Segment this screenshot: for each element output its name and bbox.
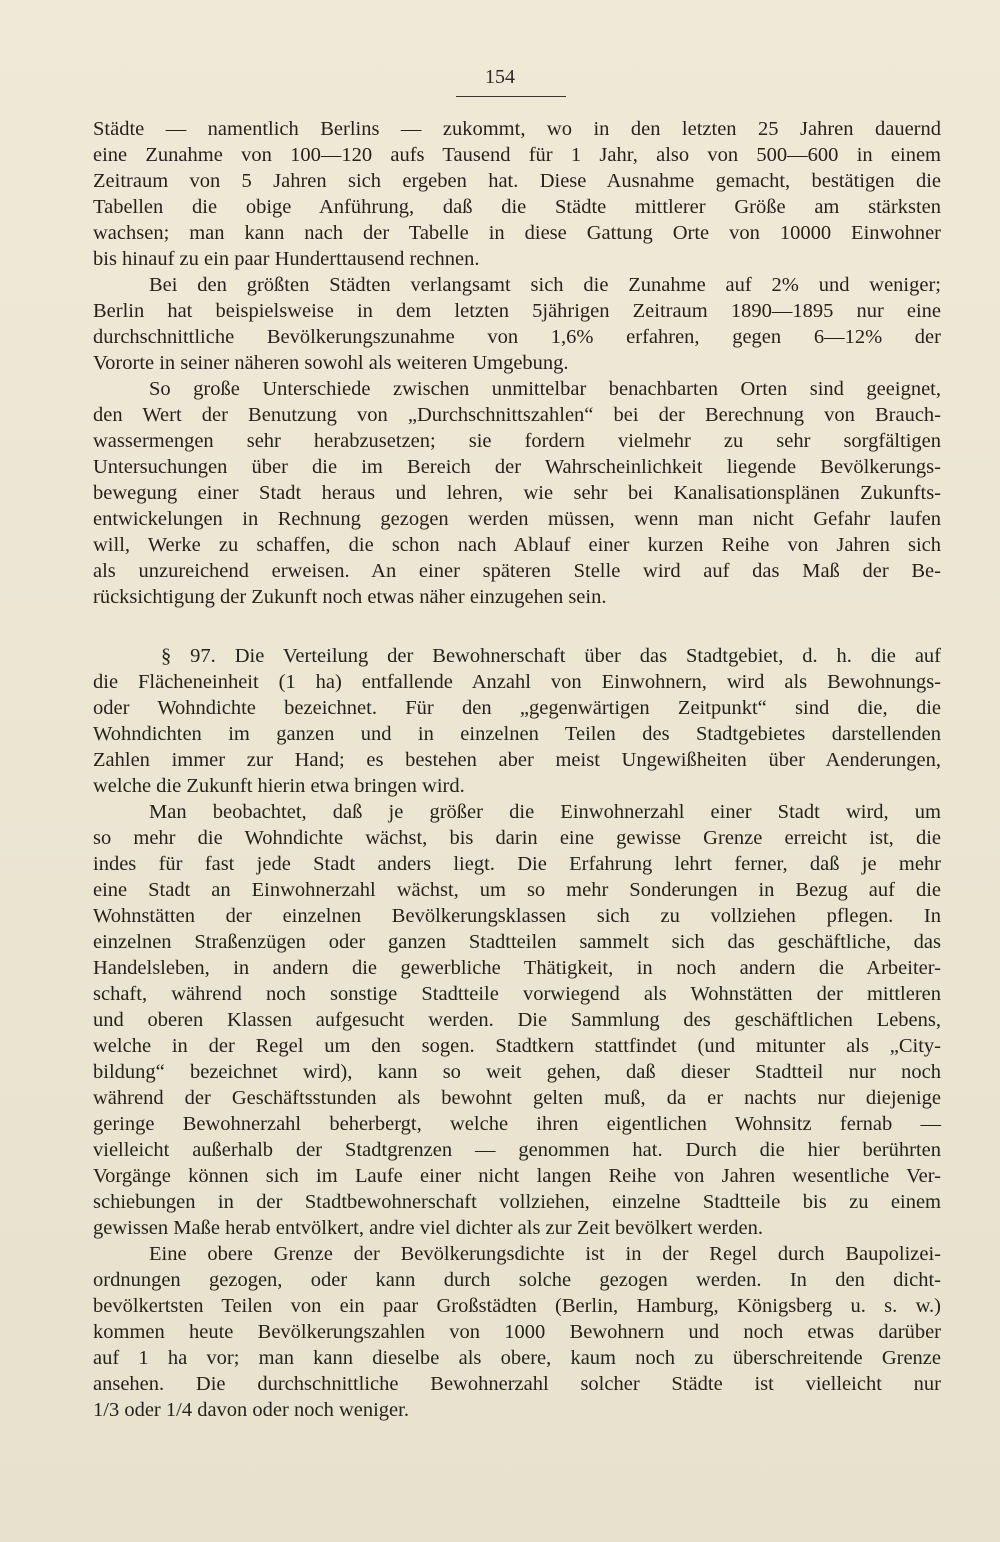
text-line: die Flächeneinheit (1 ha) entfallende Anzahl von Einwohnern, wird als Bewohnungs- [93, 671, 941, 693]
text-line: kommen heute Bevölkerungszahlen von 1000 Bewohnern und noch etwas darüber [93, 1321, 941, 1343]
text-line: während der Geschäftsstunden als bewohnt gelten muß, da er nachts nur diejenige [93, 1087, 941, 1109]
text-line: Bei den größten Städten verlangsamt sich die Zunahme auf 2% und weniger; [149, 274, 941, 296]
text-line: wachsen; man kann nach der Tabelle in diese Gattung Orte von 10000 Einwohner [93, 222, 941, 244]
text-line: ansehen. Die durchschnittliche Bewohnerzahl solcher Städte ist vielleicht nur [93, 1373, 941, 1395]
text-line: Vorgänge können sich im Laufe einer nicht langen Reihe von Jahren wesentliche Ver- [93, 1165, 941, 1187]
text-line: als unzureichend erweisen. An einer späteren Stelle wird auf das Maß der Be- [93, 560, 941, 582]
text-line: bis hinauf zu ein paar Hunderttausend rechnen. [93, 248, 480, 270]
text-block-2 [93, 643, 941, 1423]
page-number: 154 [485, 66, 515, 88]
text-line: bildung“ bezeichnet wird), kann so weit gehen, daß dieser Stadtteil nur noch [93, 1061, 941, 1083]
text-line: oder Wohndichte bezeichnet. Für den „gegenwärtigen Zeitpunkt“ sind die, die [93, 697, 941, 719]
text-line: bevölkertsten Teilen von ein paar Großstädten (Berlin, Hamburg, Königsberg u. s. w.) [93, 1295, 941, 1317]
text-line: schiebungen in der Stadtbewohnerschaft vollziehen, einzelne Stadtteile bis zu einem [93, 1191, 941, 1213]
text-line: vielleicht außerhalb der Stadtgrenzen — genommen hat. Durch die hier berührten [93, 1139, 941, 1161]
text-line: entwickelungen in Rechnung gezogen werden müssen, wenn man nicht Gefahr laufen [93, 508, 941, 530]
text-line: Zahlen immer zur Hand; es bestehen aber meist Ungewißheiten über Aenderungen, [93, 749, 941, 771]
text-line: ordnungen gezogen, oder kann durch solche gezogen werden. In den dicht- [93, 1269, 941, 1291]
text-line: Zeitraum von 5 Jahren sich ergeben hat. Diese Ausnahme gemacht, bestätigen die [93, 170, 941, 192]
text-line: So große Unterschiede zwischen unmittelbar benachbarten Orten sind geeignet, [149, 378, 941, 400]
text-line: den Wert der Benutzung von „Durchschnittszahlen“ bei der Berechnung von Brauch- [93, 404, 941, 426]
text-line: geringe Bewohnerzahl beherbergt, welche ihren eigentlichen Wohnsitz fernab — [93, 1113, 941, 1135]
text-line: gewissen Maße herab entvölkert, andre viel dichter als zur Zeit bevölkert werden. [93, 1217, 763, 1239]
text-line: durchschnittliche Bevölkerungszunahme von 1,6% erfahren, gegen 6—12% der [93, 326, 941, 348]
text-line: Eine obere Grenze der Bevölkerungsdichte ist in der Regel durch Baupolizei- [149, 1243, 941, 1265]
text-line: 1/3 oder 1/4 davon oder noch weniger. [93, 1399, 409, 1421]
text-block-1 [93, 116, 941, 610]
text-line: welche in der Regel um den sogen. Stadtkern stattfindet (und mitunter als „City- [93, 1035, 941, 1057]
text-line: Untersuchungen über die im Bereich der Wahrscheinlichkeit liegende Bevölkerungs- [93, 456, 941, 478]
text-line: Man beobachtet, daß je größer die Einwohnerzahl einer Stadt wird, um [149, 801, 941, 823]
text-line: eine Zunahme von 100—120 aufs Tausend für 1 Jahr, also von 500—600 in einem [93, 144, 941, 166]
text-line: will, Werke zu schaffen, die schon nach Ablauf einer kurzen Reihe von Jahren sich [93, 534, 941, 556]
text-line: und oberen Klassen aufgesucht werden. Die Sammlung des geschäftlichen Lebens, [93, 1009, 941, 1031]
text-line: auf 1 ha vor; man kann dieselbe als obere, kaum noch zu überschreitende Grenze [93, 1347, 941, 1369]
text-line: bewegung einer Stadt heraus und lehren, wie sehr bei Kanalisationsplänen Zukunfts- [93, 482, 941, 504]
text-line: Wohndichten im ganzen und in einzelnen Teilen des Stadtgebietes darstellenden [93, 723, 941, 745]
text-line: Tabellen die obige Anführung, daß die Städte mittlerer Größe am stärksten [93, 196, 941, 218]
text-line: rücksichtigung der Zukunft noch etwas näher einzugehen sein. [93, 586, 607, 608]
text-line: eine Stadt an Einwohnerzahl wächst, um so mehr Sonderungen in Bezug auf die [93, 879, 941, 901]
text-line: Wohnstätten der einzelnen Bevölkerungsklassen sich zu vollziehen pflegen. In [93, 905, 941, 927]
text-line: Vororte in seiner näheren sowohl als weiteren Umgebung. [93, 352, 569, 374]
text-line: welche die Zukunft hierin etwa bringen wird. [93, 775, 465, 797]
text-line: Berlin hat beispielsweise in dem letzten 5jährigen Zeitraum 1890—1895 nur eine [93, 300, 941, 322]
text-line: einzelnen Straßenzügen oder ganzen Stadtteilen sammelt sich das geschäftliche, das [93, 931, 941, 953]
section-heading-line: § 97. Die Verteilung der Bewohnerschaft über das Stadtgebiet, d. h. die auf [161, 645, 941, 667]
text-line: indes für fast jede Stadt anders liegt. Die Erfahrung lehrt ferner, daß je mehr [93, 853, 941, 875]
text-line: so mehr die Wohndichte wächst, bis darin eine gewisse Grenze erreicht ist, die [93, 827, 941, 849]
text-line: Handelsleben, in andern die gewerbliche Thätigkeit, in noch andern die Arbeiter- [93, 957, 941, 979]
text-line: wassermengen sehr herabzusetzen; sie fordern vielmehr zu sehr sorgfältigen [93, 430, 941, 452]
header-rule [456, 96, 566, 97]
text-line: Städte — namentlich Berlins — zukommt, wo in den letzten 25 Jahren dauernd [93, 118, 941, 140]
text-line: schaft, während noch sonstige Stadtteile vorwiegend als Wohnstätten der mittleren [93, 983, 941, 1005]
